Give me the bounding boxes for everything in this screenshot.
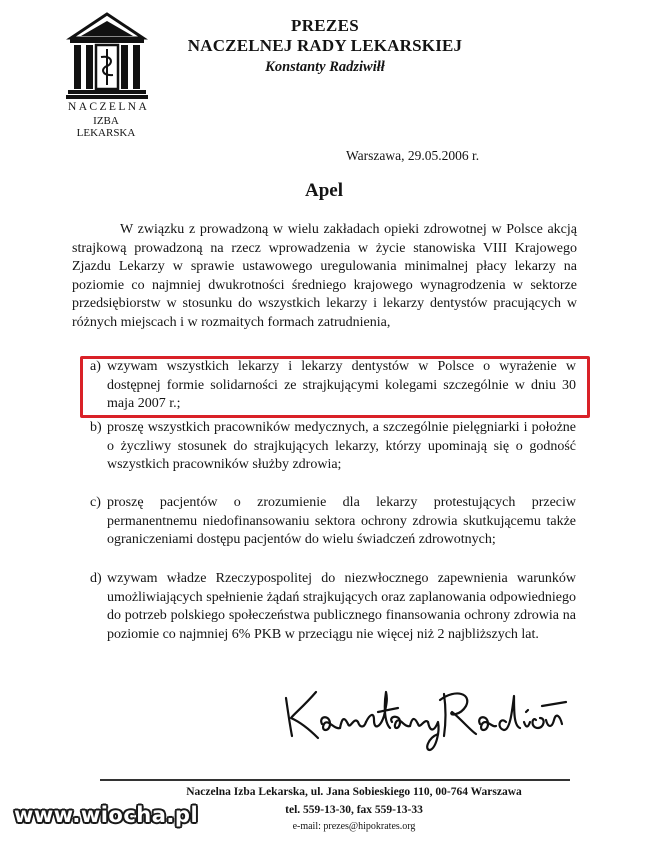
chamber-logo (66, 12, 150, 139)
list-marker: b) (90, 420, 102, 435)
intro-paragraph: W związku z prowadzoną w wielu zakładach opieki zdrowotnej w Polsce akcją strajkową prowadzoną na rzecz wprowadzenia w życie stanowiska VIII Krajowego Zjazdu Lekarzy w sprawie ustawowego uregulowania minimalnej płacy lekarzy na poziomie co najmniej dwukrotności średniego krajowego wynagrodzenia w sektorze przedsiębiorstw w stosunku do wszystkich lekarzy i lekarzy dentystów pracujących w różnych miejscach i w rozmaitych formach zatrudnienia, (72, 222, 577, 330)
logo-text-line2: IZBA LEKARSKA (76, 115, 136, 139)
list-item-c (90, 494, 576, 572)
list-item-d (90, 570, 576, 670)
footer-phone: tel. 559-13-30, fax 559-13-33 (285, 804, 423, 816)
header-title: PREZES (291, 16, 359, 35)
header-subtitle: NACZELNEJ RADY LEKARSKIEJ (187, 36, 463, 55)
footer-divider (100, 779, 570, 781)
list-marker: d) (90, 571, 102, 586)
list-marker: a) (90, 359, 101, 374)
list-item-text: proszę wszystkich pracowników medycznych, a szczególnie pielęgniarki i położne o życzliwy stosunek do strajkujących lekarzy, którzy upominają się o godność wszystkich pracowników służby zdrowia; (107, 420, 576, 473)
watermark: www.wiocha.pl (14, 803, 199, 827)
signature-image (274, 672, 574, 752)
list-item-text: proszę pacjentów o zrozumienie dla lekarzy protestujących przeciw permanentnemu niedofinansowaniu sektora ochrony zdrowia skutkującemu także ograniczeniami dostępu pacjentów do wielu świadczeń zdrowotnych; (107, 495, 576, 548)
temple-emblem-icon (66, 12, 148, 100)
letter-date: Warszawa, 29.05.2006 r. (346, 148, 480, 163)
list-item-text: wzywam władze Rzeczypospolitej do niezwłocznego zapewnienia warunków umożliwiających spełnienie żądań strajkujących oraz zaplanowania odpowiedniego do potrzeb polskiego społeczeństwa publicznego finansowania ochrony zdrowia na poziomie co najmniej 6% PKB w przeciągu nie więcej niż 2 najbliższych lat. (107, 571, 576, 642)
list-marker: c) (90, 495, 101, 510)
footer-address: Naczelna Izba Lekarska, ul. Jana Sobieskiego 110, 00-764 Warszawa (186, 786, 522, 798)
footer-email: e-mail: prezes@hipokrates.org (292, 821, 416, 832)
logo-text-line1: NACZELNA (68, 101, 150, 113)
header-name: Konstanty Radziwiłł (265, 59, 385, 75)
list-item-text: wzywam wszystkich lekarzy i lekarzy dentystów w Polsce o wyrażenie w dostępnej formie solidarności ze strajkującymi kolegami szczególnie w dniu 30 maja 2007 r.; (107, 359, 576, 412)
list-item-a (90, 358, 576, 418)
list-item-b (90, 419, 576, 497)
letter-title: Apel (305, 180, 343, 201)
